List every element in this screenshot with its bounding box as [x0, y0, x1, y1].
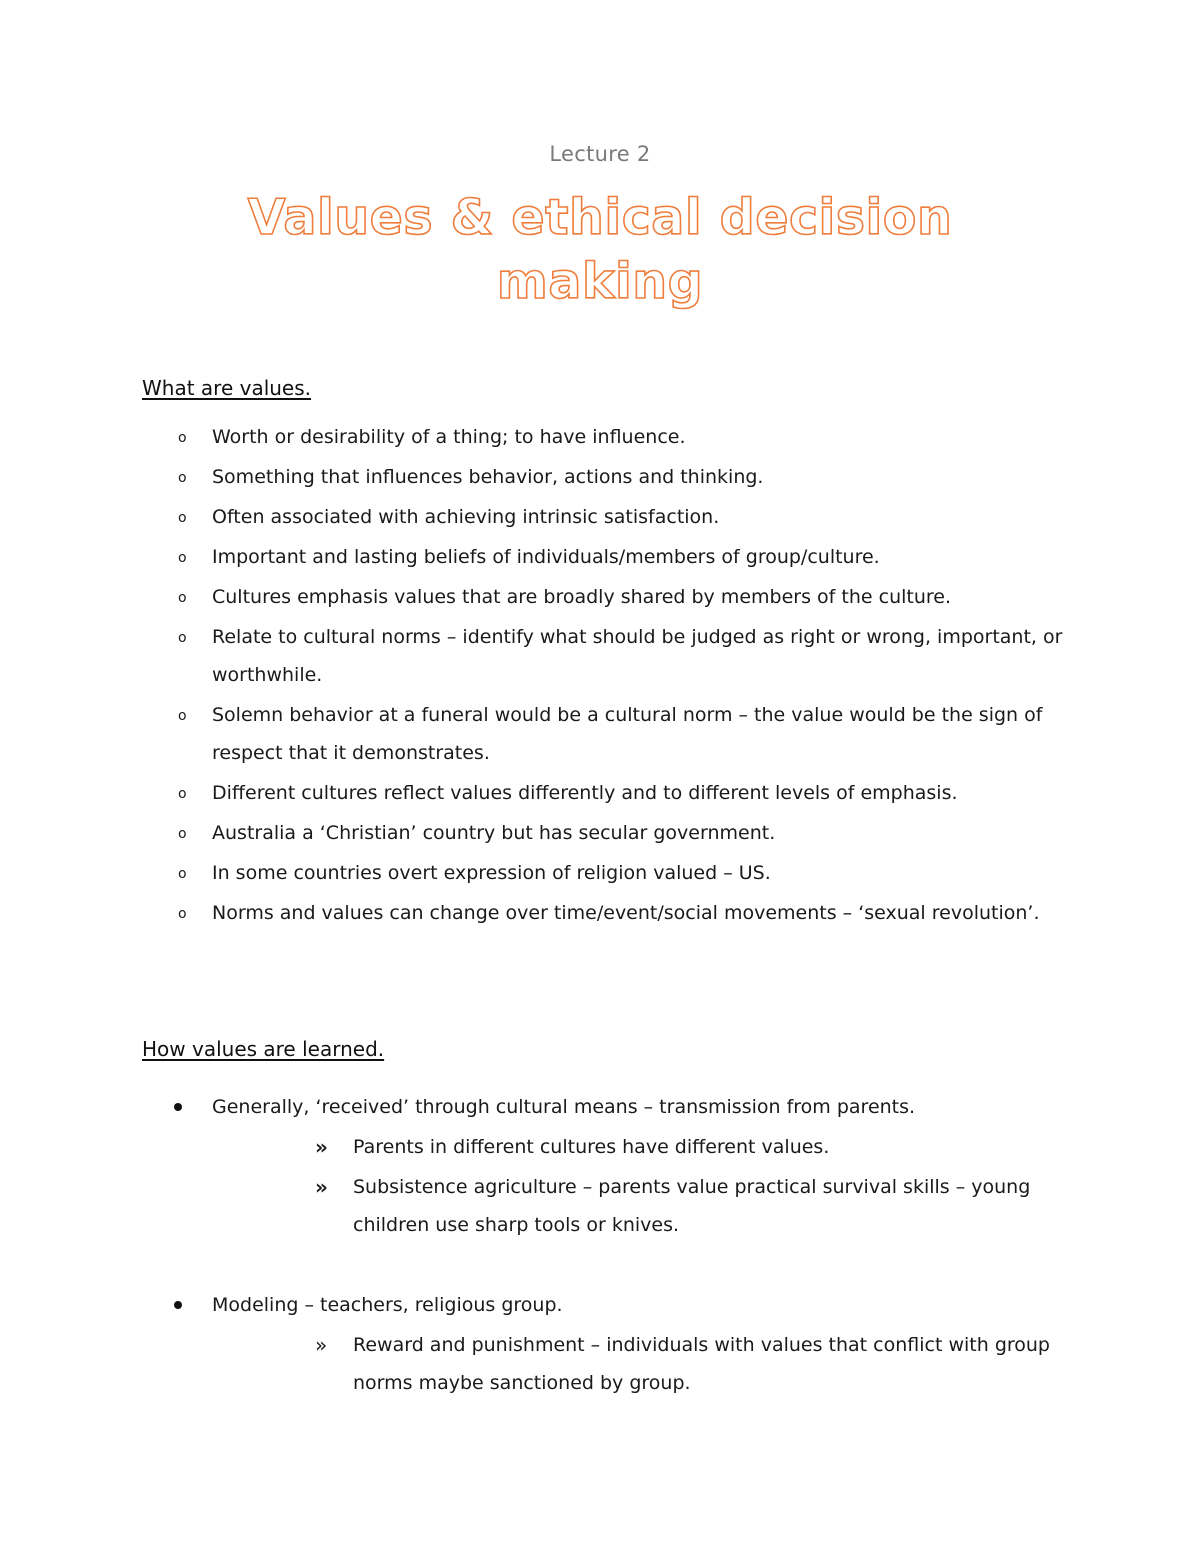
list-item-text: Often associated with achieving intrinsic satisfaction.: [212, 506, 720, 528]
list-item-text: In some countries overt expression of religion valued – US.: [212, 862, 771, 884]
sub-item-text: Subsistence agriculture – parents value practical survival skills – young children use sharp tools or knives.: [353, 1176, 1031, 1236]
list-item-text: Worth or desirability of a thing; to have influence.: [212, 426, 686, 448]
list-marker: o: [178, 510, 187, 526]
page-title: Values & ethical decision making: [247, 189, 953, 310]
list-item: [142, 854, 1082, 892]
list-item: [142, 894, 1082, 932]
list-item-text: Important and lasting beliefs of individuals/members of group/culture.: [212, 546, 880, 568]
section-heading-how-values-are-learned: How values are learned.: [142, 1037, 385, 1061]
list-item: [142, 696, 1082, 772]
lecture-label: Lecture 2: [549, 142, 651, 166]
list-item-text: Cultures emphasis values that are broadly shared by members of the culture.: [212, 586, 952, 608]
list-item: [142, 538, 1082, 576]
list-item-text: Relate to cultural norms – identify what should be judged as right or wrong, important, or worthwhile.: [212, 626, 1063, 686]
chevron-double-right-icon: »: [315, 1175, 328, 1199]
list-marker: o: [178, 866, 187, 882]
learning-group-cultural: [142, 1088, 1082, 1244]
list-item: [142, 418, 1082, 456]
list-marker: o: [178, 630, 187, 646]
list-item: [142, 774, 1082, 812]
chevron-double-right-icon: »: [315, 1333, 328, 1357]
sub-item: [142, 1128, 1082, 1166]
list-marker: o: [178, 470, 187, 486]
list-item: [142, 618, 1082, 694]
list-marker: o: [178, 430, 187, 446]
list-marker: o: [178, 708, 187, 724]
list-item-text: Australia a ‘Christian’ country but has secular government.: [212, 822, 776, 844]
learning-group-modeling: [142, 1286, 1082, 1402]
list-item-text: Different cultures reflect values differently and to different levels of emphasis.: [212, 782, 958, 804]
bullet-item: [142, 1088, 1082, 1126]
values-definition-list: [142, 418, 1082, 934]
list-item: [142, 498, 1082, 536]
list-marker: o: [178, 826, 187, 842]
list-item-text: Solemn behavior at a funeral would be a cultural norm – the value would be the sign of respect that it demonstrates.: [212, 704, 1043, 764]
bullet-dot-icon: [174, 1103, 182, 1111]
sub-item-text: Parents in different cultures have different values.: [353, 1136, 830, 1158]
bullet-item-text: Modeling – teachers, religious group.: [212, 1294, 563, 1316]
list-item: [142, 458, 1082, 496]
list-marker: o: [178, 590, 187, 606]
list-item: [142, 814, 1082, 852]
chevron-double-right-icon: »: [315, 1135, 328, 1159]
list-item: [142, 578, 1082, 616]
bullet-dot-icon: [174, 1301, 182, 1309]
sub-item: [142, 1326, 1082, 1402]
list-marker: o: [178, 906, 187, 922]
list-marker: o: [178, 786, 187, 802]
list-marker: o: [178, 550, 187, 566]
section-heading-what-are-values: What are values.: [142, 376, 312, 400]
bullet-item: [142, 1286, 1082, 1324]
sub-item-text: Reward and punishment – individuals with values that conflict with group norms maybe sanctioned by group.: [353, 1334, 1050, 1394]
list-item-text: Something that influences behavior, actions and thinking.: [212, 466, 764, 488]
list-item-text: Norms and values can change over time/event/social movements – ‘sexual revolution’.: [212, 902, 1040, 924]
sub-item: [142, 1168, 1082, 1244]
bullet-item-text: Generally, ‘received’ through cultural means – transmission from parents.: [212, 1096, 916, 1118]
